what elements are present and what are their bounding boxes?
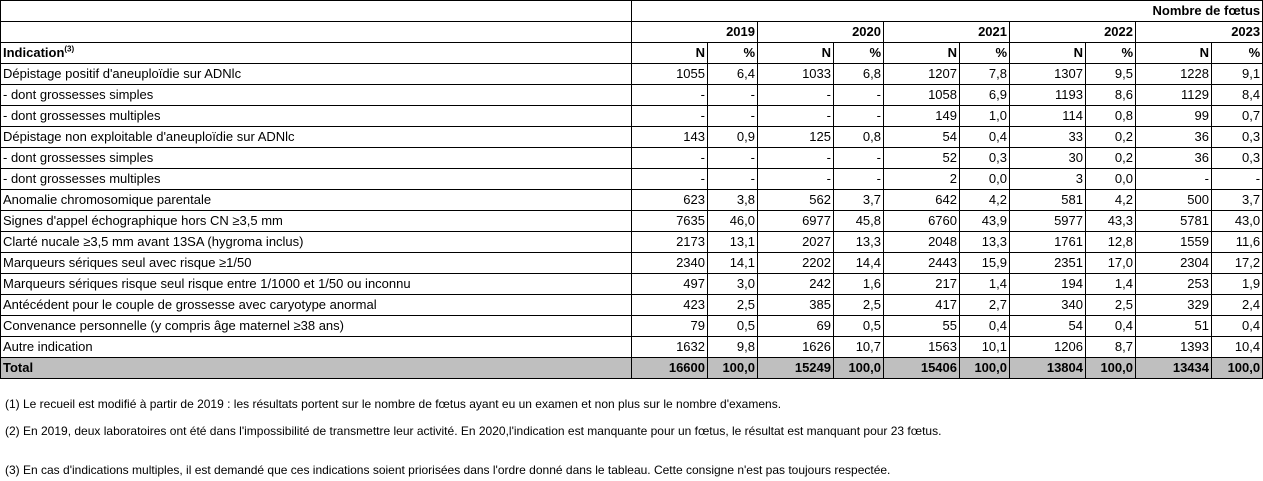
percent-cell: 10,7 [834, 337, 884, 358]
count-cell: - [758, 106, 834, 127]
table-row [1, 337, 1263, 358]
count-cell: 1228 [1136, 64, 1212, 85]
table-body [1, 64, 1263, 379]
pct-header: % [1212, 43, 1263, 64]
percent-cell: 100,0 [1086, 358, 1136, 379]
percent-cell: 3,0 [708, 274, 758, 295]
total-label: Total [1, 358, 632, 379]
table-row [1, 232, 1263, 253]
count-cell: 253 [1136, 274, 1212, 295]
table-row [1, 274, 1263, 295]
percent-cell: 8,6 [1086, 85, 1136, 106]
row-label: - dont grossesses multiples [1, 106, 632, 127]
pct-header: % [834, 43, 884, 64]
percent-cell: 13,1 [708, 232, 758, 253]
percent-cell: 3,7 [1212, 190, 1263, 211]
indication-footnote-ref: (3) [64, 44, 75, 54]
percent-cell: 2,4 [1212, 295, 1263, 316]
count-cell: 36 [1136, 148, 1212, 169]
count-cell: - [632, 169, 708, 190]
row-label: Marqueurs sériques seul avec risque ≥1/50 [1, 253, 632, 274]
count-cell: - [632, 106, 708, 127]
footnote-3: (3) En cas d'indications multiples, il est demandé que ces indications soient priorisées dans l'ordre donné dans le tableau. Cette consigne n'est pas toujours respectée. [5, 463, 891, 477]
column-header-row [1, 43, 1263, 64]
count-cell: 143 [632, 127, 708, 148]
count-cell: 217 [884, 274, 960, 295]
count-cell: 194 [1010, 274, 1086, 295]
n-header: N [632, 43, 708, 64]
count-cell: 1058 [884, 85, 960, 106]
count-cell: 2202 [758, 253, 834, 274]
table-row [1, 295, 1263, 316]
pct-header: % [1086, 43, 1136, 64]
count-cell: 55 [884, 316, 960, 337]
count-cell: 1307 [1010, 64, 1086, 85]
percent-cell: 15,9 [960, 253, 1010, 274]
percent-cell: 43,3 [1086, 211, 1136, 232]
n-header: N [1010, 43, 1086, 64]
percent-cell: - [834, 85, 884, 106]
percent-cell: 2,5 [708, 295, 758, 316]
percent-cell: - [708, 148, 758, 169]
count-cell: 2304 [1136, 253, 1212, 274]
n-header: N [758, 43, 834, 64]
percent-cell: 10,1 [960, 337, 1010, 358]
percent-cell: 6,8 [834, 64, 884, 85]
percent-cell: 4,2 [960, 190, 1010, 211]
percent-cell: 0,3 [960, 148, 1010, 169]
count-cell: 497 [632, 274, 708, 295]
count-cell: 33 [1010, 127, 1086, 148]
footnote-1: (1) Le recueil est modifié à partir de 2019 : les résultats portent sur le nombre de fœtus ayant eu un examen et non plus sur le nombre d'examens. [5, 397, 782, 411]
count-cell: 1563 [884, 337, 960, 358]
count-cell: 69 [758, 316, 834, 337]
percent-cell: 2,5 [834, 295, 884, 316]
count-cell: 79 [632, 316, 708, 337]
title-row [1, 1, 1263, 22]
count-cell: 385 [758, 295, 834, 316]
percent-cell: 10,4 [1212, 337, 1263, 358]
count-cell: 2351 [1010, 253, 1086, 274]
count-cell: 36 [1136, 127, 1212, 148]
table-row [1, 253, 1263, 274]
count-cell: 52 [884, 148, 960, 169]
table-row [1, 316, 1263, 337]
count-cell: 581 [1010, 190, 1086, 211]
corner-cell [1, 1, 632, 22]
percent-cell: 1,9 [1212, 274, 1263, 295]
percent-cell: 4,2 [1086, 190, 1136, 211]
count-cell: 3 [1010, 169, 1086, 190]
count-cell: 1559 [1136, 232, 1212, 253]
count-cell: 500 [1136, 190, 1212, 211]
n-header: N [1136, 43, 1212, 64]
percent-cell: - [834, 106, 884, 127]
percent-cell: 17,2 [1212, 253, 1263, 274]
count-cell: 30 [1010, 148, 1086, 169]
percent-cell: 1,4 [960, 274, 1010, 295]
percent-cell: 45,8 [834, 211, 884, 232]
percent-cell: 0,5 [708, 316, 758, 337]
percent-cell: 43,9 [960, 211, 1010, 232]
count-cell: 125 [758, 127, 834, 148]
count-cell: 329 [1136, 295, 1212, 316]
percent-cell: 8,7 [1086, 337, 1136, 358]
count-cell: 99 [1136, 106, 1212, 127]
count-cell: - [1136, 169, 1212, 190]
count-cell: 1761 [1010, 232, 1086, 253]
count-cell: 1632 [632, 337, 708, 358]
percent-cell: - [708, 169, 758, 190]
count-cell: 1206 [1010, 337, 1086, 358]
year-header: 2022 [1010, 22, 1136, 43]
row-label: Dépistage positif d'aneuploïdie sur ADNlc [1, 64, 632, 85]
year-row [1, 22, 1263, 43]
percent-cell: 6,4 [708, 64, 758, 85]
percent-cell: 1,4 [1086, 274, 1136, 295]
percent-cell: 0,3 [1212, 148, 1263, 169]
percent-cell: 9,8 [708, 337, 758, 358]
count-cell: 13434 [1136, 358, 1212, 379]
table-row [1, 169, 1263, 190]
percent-cell: 11,6 [1212, 232, 1263, 253]
percent-cell: 0,0 [1086, 169, 1136, 190]
percent-cell: 0,8 [834, 127, 884, 148]
count-cell: 6977 [758, 211, 834, 232]
year-row-spacer [1, 22, 632, 43]
count-cell: - [758, 169, 834, 190]
count-cell: 1207 [884, 64, 960, 85]
total-row [1, 358, 1263, 379]
percent-cell: 2,7 [960, 295, 1010, 316]
percent-cell: 2,5 [1086, 295, 1136, 316]
count-cell: 1033 [758, 64, 834, 85]
count-cell: 6760 [884, 211, 960, 232]
row-label: Anomalie chromosomique parentale [1, 190, 632, 211]
percent-cell: 100,0 [834, 358, 884, 379]
count-cell: 417 [884, 295, 960, 316]
count-cell: - [632, 85, 708, 106]
count-cell: 7635 [632, 211, 708, 232]
percent-cell: 100,0 [1212, 358, 1263, 379]
count-cell: - [758, 85, 834, 106]
count-cell: 1193 [1010, 85, 1086, 106]
percent-cell: 9,5 [1086, 64, 1136, 85]
percent-cell: 12,8 [1086, 232, 1136, 253]
row-label: - dont grossesses simples [1, 148, 632, 169]
table-row [1, 85, 1263, 106]
count-cell: 16600 [632, 358, 708, 379]
year-header: 2020 [758, 22, 884, 43]
count-cell: 423 [632, 295, 708, 316]
percent-cell: 3,7 [834, 190, 884, 211]
percent-cell: 0,5 [834, 316, 884, 337]
percent-cell: 43,0 [1212, 211, 1263, 232]
table-title: Nombre de fœtus [632, 1, 1263, 22]
count-cell: 2027 [758, 232, 834, 253]
percent-cell: 46,0 [708, 211, 758, 232]
table-row [1, 106, 1263, 127]
count-cell: - [758, 148, 834, 169]
percent-cell: 100,0 [960, 358, 1010, 379]
percent-cell: 0,0 [960, 169, 1010, 190]
row-label: Convenance personnelle (y compris âge maternel ≥38 ans) [1, 316, 632, 337]
percent-cell: 0,4 [960, 127, 1010, 148]
pct-header: % [708, 43, 758, 64]
percent-cell: 0,2 [1086, 127, 1136, 148]
percent-cell: 0,4 [1086, 316, 1136, 337]
count-cell: 2173 [632, 232, 708, 253]
percent-cell: 14,1 [708, 253, 758, 274]
percent-cell: 17,0 [1086, 253, 1136, 274]
count-cell: 2443 [884, 253, 960, 274]
percent-cell: 13,3 [834, 232, 884, 253]
row-label: Antécédent pour le couple de grossesse avec caryotype anormal [1, 295, 632, 316]
row-label: - dont grossesses simples [1, 85, 632, 106]
percent-cell: 100,0 [708, 358, 758, 379]
count-cell: 1055 [632, 64, 708, 85]
count-cell: 1626 [758, 337, 834, 358]
count-cell: 54 [1010, 316, 1086, 337]
row-label: Marqueurs sériques risque seul risque entre 1/1000 et 1/50 ou inconnu [1, 274, 632, 295]
table-row [1, 127, 1263, 148]
percent-cell: - [834, 148, 884, 169]
indication-header-label: Indication [3, 45, 65, 60]
percent-cell: 1,6 [834, 274, 884, 295]
year-header: 2019 [632, 22, 758, 43]
percent-cell: 0,7 [1212, 106, 1263, 127]
percent-cell: 3,8 [708, 190, 758, 211]
percent-cell: 1,0 [960, 106, 1010, 127]
percent-cell: 9,1 [1212, 64, 1263, 85]
percent-cell: 13,3 [960, 232, 1010, 253]
year-header: 2023 [1136, 22, 1263, 43]
count-cell: 642 [884, 190, 960, 211]
count-cell: 2048 [884, 232, 960, 253]
percent-cell: 0,4 [1212, 316, 1263, 337]
row-label: Clarté nucale ≥3,5 mm avant 13SA (hygroma inclus) [1, 232, 632, 253]
pct-header: % [960, 43, 1010, 64]
percent-cell: - [834, 169, 884, 190]
percent-cell: 8,4 [1212, 85, 1263, 106]
count-cell: 340 [1010, 295, 1086, 316]
count-cell: 242 [758, 274, 834, 295]
count-cell: 54 [884, 127, 960, 148]
footnote-2: (2) En 2019, deux laboratoires ont été dans l'impossibilité de transmettre leur activité. En 2020,l'indication est manquante pour un fœtus, le résultat est manquant pour 23 fœtus. [5, 424, 942, 438]
percent-cell: 0,3 [1212, 127, 1263, 148]
percent-cell: 0,4 [960, 316, 1010, 337]
percent-cell: 14,4 [834, 253, 884, 274]
count-cell: 623 [632, 190, 708, 211]
count-cell: 2340 [632, 253, 708, 274]
table-row [1, 211, 1263, 232]
percent-cell: 7,8 [960, 64, 1010, 85]
indication-header [1, 43, 632, 64]
count-cell: 1129 [1136, 85, 1212, 106]
count-cell: 5781 [1136, 211, 1212, 232]
count-cell: 5977 [1010, 211, 1086, 232]
percent-cell: 0,8 [1086, 106, 1136, 127]
count-cell: 13804 [1010, 358, 1086, 379]
count-cell: 15249 [758, 358, 834, 379]
count-cell: 114 [1010, 106, 1086, 127]
row-label: - dont grossesses multiples [1, 169, 632, 190]
row-label: Signes d'appel échographique hors CN ≥3,5 mm [1, 211, 632, 232]
percent-cell: 0,9 [708, 127, 758, 148]
row-label: Autre indication [1, 337, 632, 358]
table-row [1, 148, 1263, 169]
percent-cell: - [1212, 169, 1263, 190]
percent-cell: - [708, 85, 758, 106]
count-cell: 51 [1136, 316, 1212, 337]
year-header: 2021 [884, 22, 1010, 43]
table-row [1, 64, 1263, 85]
count-cell: 1393 [1136, 337, 1212, 358]
percent-cell: 0,2 [1086, 148, 1136, 169]
percent-cell: 6,9 [960, 85, 1010, 106]
count-cell: 15406 [884, 358, 960, 379]
percent-cell: - [708, 106, 758, 127]
count-cell: 2 [884, 169, 960, 190]
count-cell: 149 [884, 106, 960, 127]
row-label: Dépistage non exploitable d'aneuploïdie sur ADNlc [1, 127, 632, 148]
count-cell: - [632, 148, 708, 169]
table-row [1, 190, 1263, 211]
count-cell: 562 [758, 190, 834, 211]
n-header: N [884, 43, 960, 64]
